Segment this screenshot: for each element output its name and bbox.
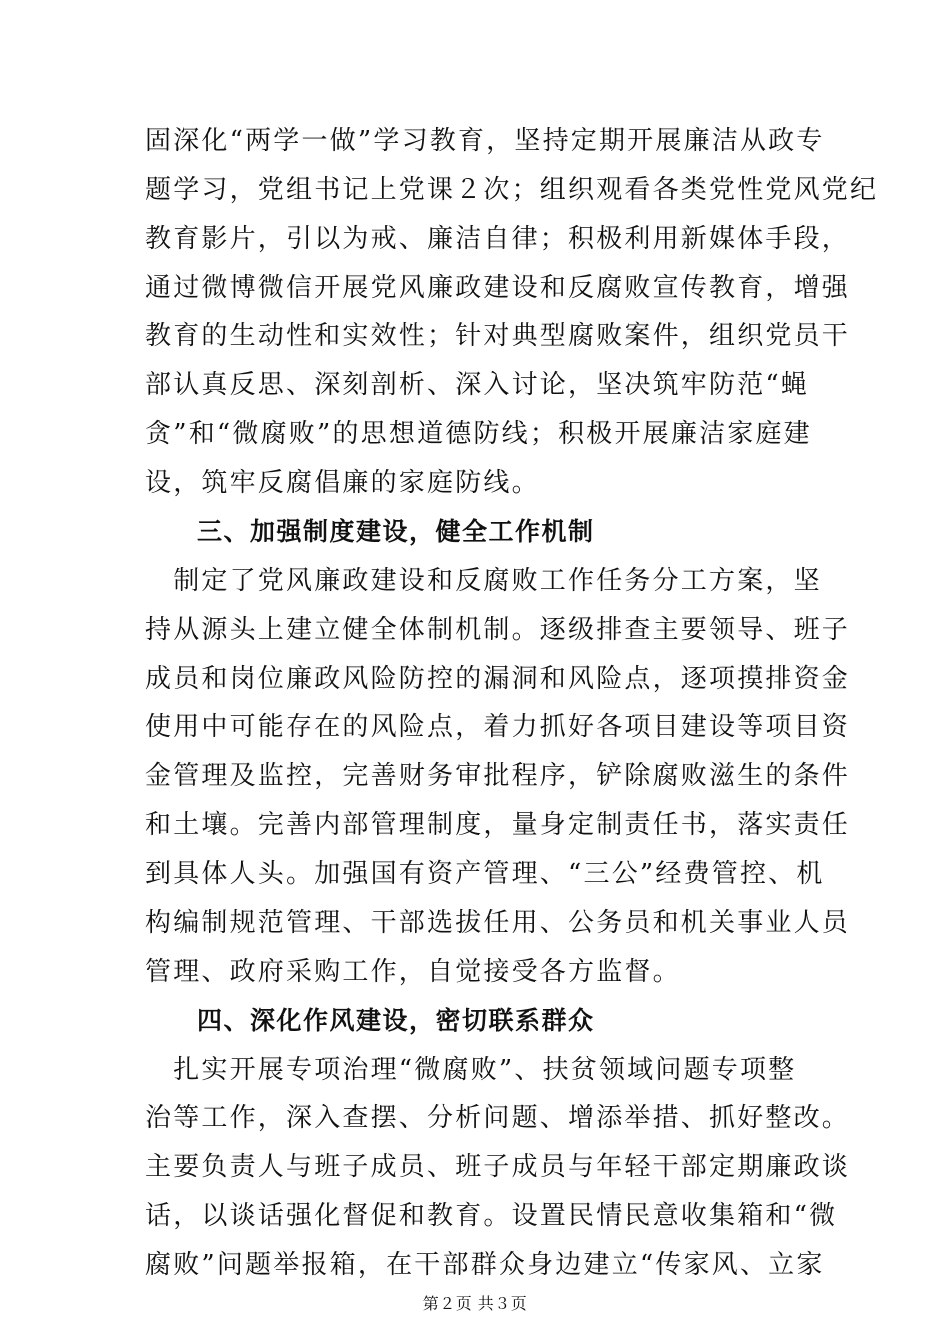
paragraph-line: 话，以谈话强化督促和教育。设置民情民意收集箱和“微	[145, 1201, 838, 1231]
paragraph-line: 构编制规范管理、干部选拔任用、公务员和机关事业人员	[145, 908, 851, 938]
paragraph-line: 设，筑牢反腐倡廉的家庭防线。	[145, 468, 540, 498]
paragraph-line: 腐败”问题举报箱，在干部群众身边建立“传家风、立家	[145, 1250, 825, 1280]
paragraph-line: 扎实开展专项治理“微腐败”、扶贫领域问题专项整	[145, 1055, 797, 1085]
paragraph-line: 固深化“两学一做”学习教育，坚持定期开展廉洁从政专	[145, 126, 825, 156]
paragraph-line: 治等工作，深入查摆、分析问题、增添举措、抓好整改。	[145, 1103, 851, 1133]
paragraph-line: 管理、政府采购工作，自觉接受各方监督。	[145, 957, 681, 987]
paragraph-line: 成员和岗位廉政风险防控的漏洞和风险点，逐项摸排资金	[145, 664, 851, 694]
paragraph-line: 到具体人头。加强国有资产管理、“三公”经费管控、机	[145, 859, 825, 889]
paragraph-line: 通过微博微信开展党风廉政建设和反腐败宣传教育，增强	[145, 273, 851, 303]
section-heading-3: 三、加强制度建设，健全工作机制	[197, 517, 595, 546]
paragraph-line: 教育影片，引以为戒、廉洁自律；积极利用新媒体手段，	[145, 224, 851, 254]
paragraph-line: 持从源头上建立健全体制机制。逐级排查主要领导、班子	[145, 615, 851, 645]
paragraph-line: 使用中可能存在的风险点，着力抓好各项目建设等项目资	[145, 712, 851, 742]
paragraph-line: 部认真反思、深刻剖析、深入讨论，坚决筑牢防范“蝇	[145, 370, 810, 400]
page-footer: 第２页 共３页	[422, 1294, 528, 1313]
section-heading-4: 四、深化作风建设，密切联系群众	[197, 1006, 595, 1035]
paragraph-line: 贪”和“微腐败”的思想道德防线；积极开展廉洁家庭建	[145, 419, 812, 449]
paragraph-line: 题学习，党组书记上党课２次；组织观看各类党性党风党纪	[145, 175, 879, 205]
paragraph-line: 主要负责人与班子成员、班子成员与年轻干部定期廉政谈	[145, 1152, 851, 1182]
paragraph-line: 和土壤。完善内部管理制度，量身定制责任书，落实责任	[145, 810, 851, 840]
paragraph-line: 教育的生动性和实效性；针对典型腐败案件，组织党员干	[145, 321, 851, 351]
paragraph-line: 金管理及监控，完善财务审批程序，铲除腐败滋生的条件	[145, 761, 851, 791]
paragraph-line: 制定了党风廉政建设和反腐败工作任务分工方案，坚	[145, 566, 822, 596]
